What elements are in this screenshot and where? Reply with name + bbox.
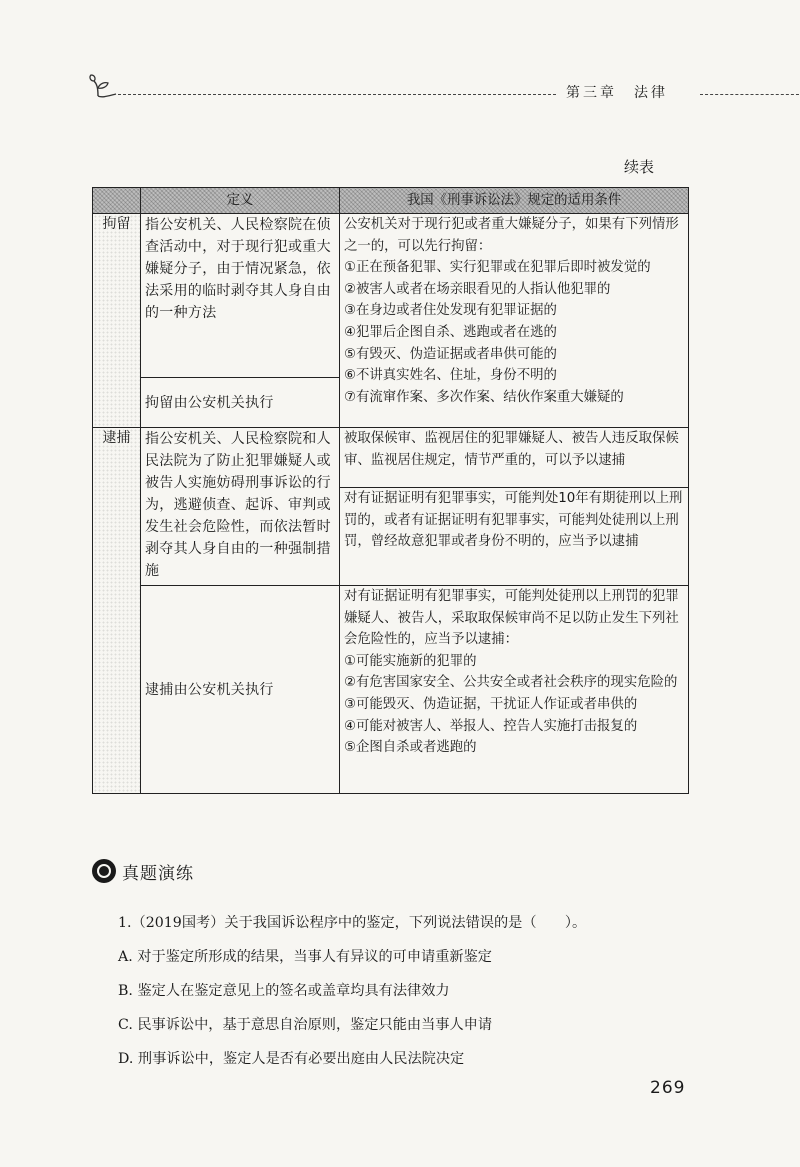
list-item: ⑦有流窜作案、多次作案、结伙作案重大嫌疑的	[344, 389, 624, 405]
table-row	[93, 586, 689, 794]
list-item: ②被害人或者在场亲眼看见的人指认他犯罪的	[344, 281, 611, 297]
detention-conditions	[340, 214, 689, 428]
arrest-condition-2: 对有证据证明有犯罪事实，可能判处10年有期徒刑以上刑罚的，或者有证据证明有犯罪事实，可能判处徒刑以上刑罚，曾经故意犯罪或者身份不明的，应当予以逮捕	[340, 488, 689, 586]
chapter-title: 第三章 法律	[558, 82, 706, 104]
term-arrest: 逮捕	[93, 428, 141, 794]
list-item: ②有危害国家安全、公共安全或者社会秩序的现实危险的	[344, 675, 678, 691]
list-item: ③可能毁灭、伪造证据，干扰证人作证或者串供的	[344, 696, 638, 712]
detention-definition: 指公安机关、人民检察院在侦查活动中，对于现行犯或重大嫌疑分子，由于情况紧急，依法采用的临时剥夺其人身自由的一种方法	[141, 214, 340, 378]
arrest-cond3-intro: 对有证据证明有犯罪事实，可能判处徒刑以上刑罚的犯罪嫌疑人、被告人，采取取保候审尚不足以防止发生下列社会危险性的，应当予以逮捕：	[344, 589, 679, 648]
arrest-executor: 逮捕由公安机关执行	[141, 586, 340, 794]
list-item: ①可能实施新的犯罪的	[344, 653, 477, 669]
list-item: ③在身边或者住处发现有犯罪证据的	[344, 303, 557, 319]
header-cell-definition: 定义	[141, 188, 340, 214]
list-item: ⑥不讲真实姓名、住址，身份不明的	[344, 368, 557, 384]
question-stem: 1.（2019国考）关于我国诉讼程序中的鉴定，下列说法错误的是（ ）。	[118, 915, 587, 931]
option-a: A. 对于鉴定所形成的结果，当事人有异议的可申请重新鉴定	[118, 949, 492, 965]
option-d: D. 刑事诉讼中，鉴定人是否有必要出庭由人民法院决定	[118, 1051, 465, 1067]
arrest-definition: 指公安机关、人民检察院和人民法院为了防止犯罪嫌疑人或被告人实施妨碍刑事诉讼的行为，逃避侦查、起诉、审判或发生社会危险性，而依法暂时剥夺其人身自由的一种强制措施	[141, 428, 340, 586]
header-cell-blank	[93, 188, 141, 214]
arrest-condition-1: 被取保候审、监视居住的犯罪嫌疑人、被告人违反取保候审、监视居住规定，情节严重的，可以予以逮捕	[340, 428, 689, 488]
list-item: ⑤有毁灭、伪造证据或者串供可能的	[344, 346, 557, 362]
header-cell-conditions: 我国《刑事诉讼法》规定的适用条件	[340, 188, 689, 214]
table-row	[93, 428, 689, 488]
section-title: 真题演练	[122, 864, 194, 884]
measures-table	[92, 187, 689, 794]
term-detention: 拘留	[93, 214, 141, 428]
option-c: C. 民事诉讼中，基于意思自治原则，鉴定只能由当事人申请	[118, 1017, 493, 1033]
header-rule-right	[700, 94, 800, 95]
list-item: ④犯罪后企图自杀、逃跑或者在逃的	[344, 324, 557, 340]
list-item: ④可能对被害人、举报人、控告人实施打击报复的	[344, 718, 638, 734]
list-item: ①正在预备犯罪、实行犯罪或在犯罪后即时被发觉的	[344, 260, 651, 276]
page-number: 269	[650, 1078, 686, 1098]
list-item: ⑤企图自杀或者逃跑的	[344, 740, 477, 756]
practice-badge-icon	[92, 859, 116, 883]
sprout-icon	[88, 74, 120, 102]
detention-cond-intro: 公安机关对于现行犯或者重大嫌疑分子，如果有下列情形之一的，可以先行拘留：	[344, 217, 679, 254]
arrest-condition-3	[340, 586, 689, 794]
table-header-row	[93, 188, 689, 214]
option-b: B. 鉴定人在鉴定意见上的签名或盖章均具有法律效力	[118, 983, 450, 999]
continued-label: 续表	[624, 158, 655, 176]
page-header	[88, 74, 700, 104]
table-row	[93, 214, 689, 378]
detention-executor: 拘留由公安机关执行	[141, 378, 340, 428]
